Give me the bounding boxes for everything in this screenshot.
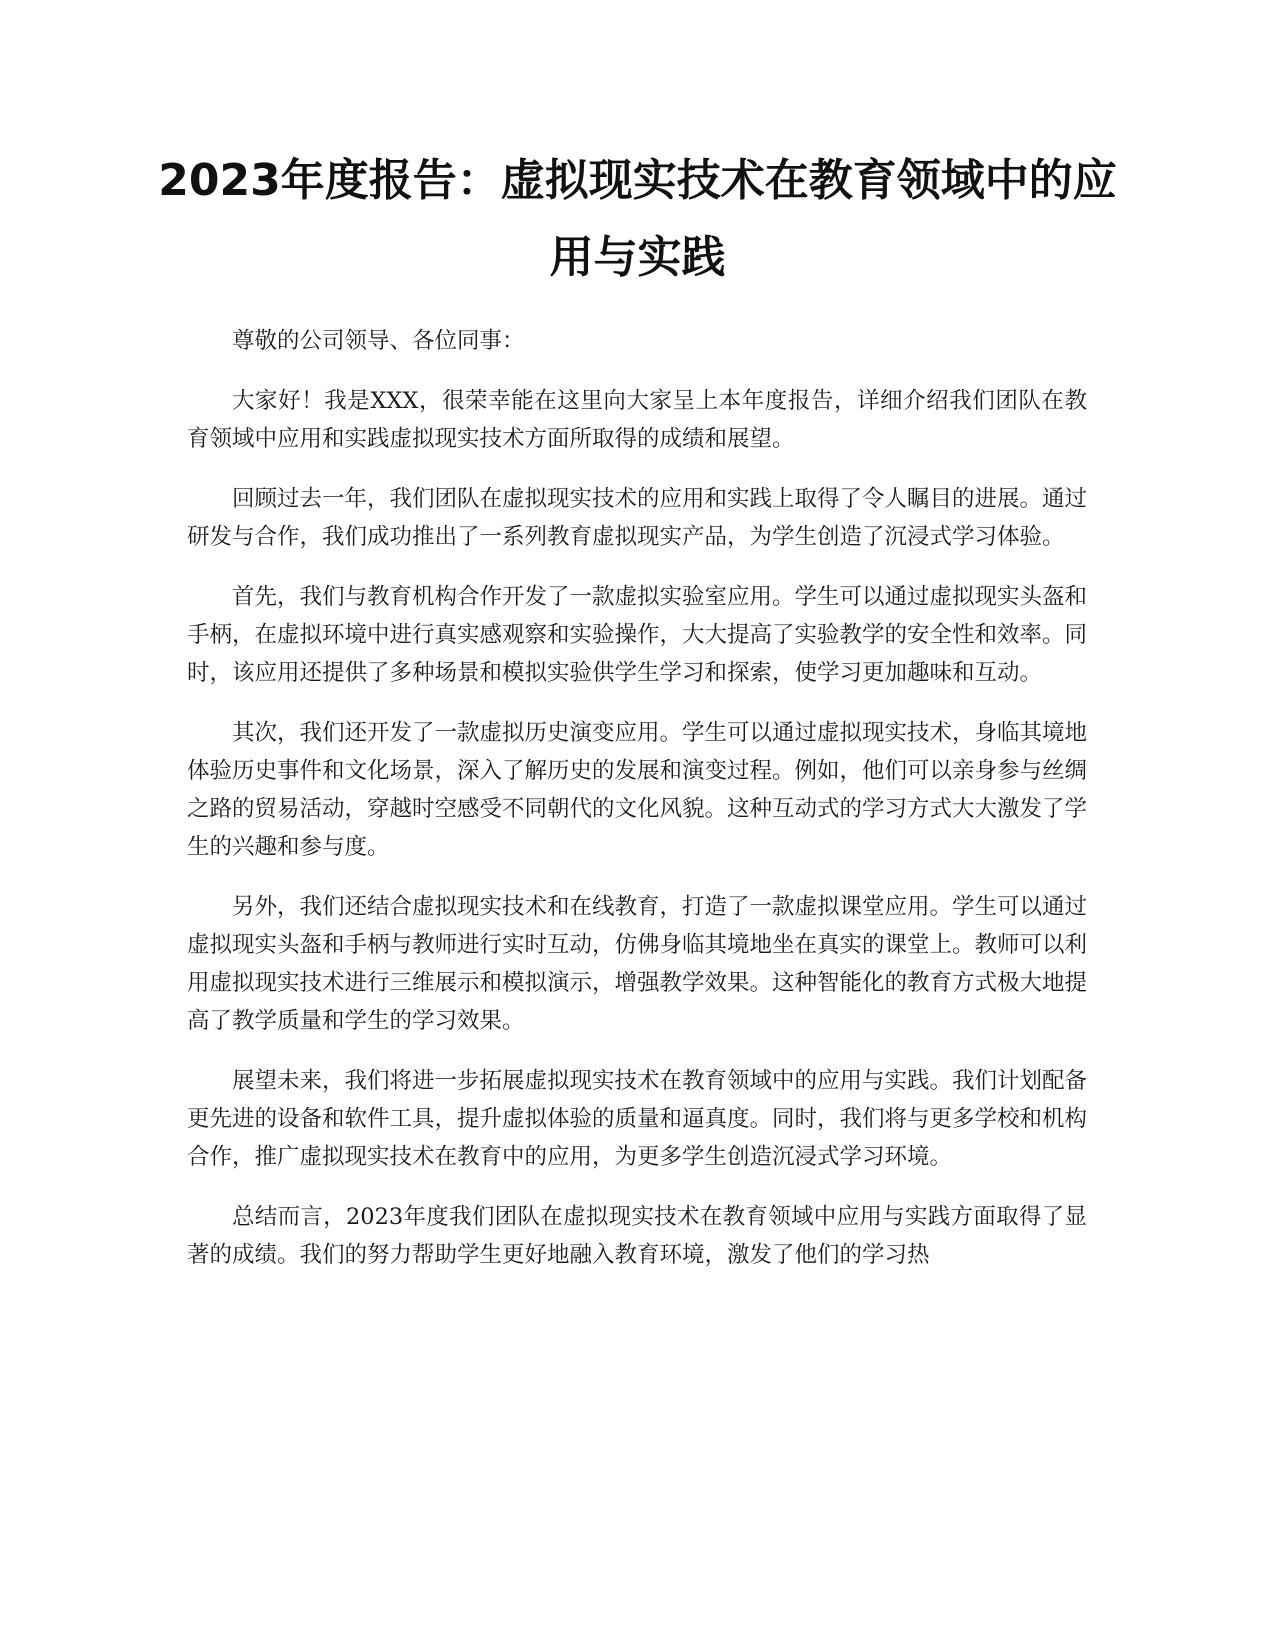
outlook-paragraph: 展望未来，我们将进一步拓展虚拟现实技术在教育领域中的应用与实践。我们计划配备更先进的设备和软件工具，提升虚拟体验的质量和逼真度。同时，我们将与更多学校和机构合作，推广虚拟现实技术在教育中的应用，为更多学生创造沉浸式学习环境。 — [187, 1068, 1088, 1170]
document-title: 2023年度报告：虚拟现实技术在教育领域中的应用与实践 — [158, 155, 1117, 283]
virtual-lab-paragraph: 首先，我们与教育机构合作开发了一款虚拟实验室应用。学生可以通过虚拟现实头盔和手柄，在虚拟环境中进行真实感观察和实验操作，大大提高了实验教学的安全性和效率。同时，该应用还提供了多种场景和模拟实验供学生学习和探索，使学习更加趣味和互动。 — [187, 584, 1088, 686]
intro-paragraph: 大家好！我是XXX，很荣幸能在这里向大家呈上本年度报告，详细介绍我们团队在教育领域中应用和实践虚拟现实技术方面所取得的成绩和展望。 — [187, 388, 1087, 452]
review-paragraph: 回顾过去一年，我们团队在虚拟现实技术的应用和实践上取得了令人瞩目的进展。通过研发与合作，我们成功推出了一系列教育虚拟现实产品，为学生创造了沉浸式学习体验。 — [187, 486, 1088, 550]
document-body — [187, 322, 1087, 1296]
virtual-classroom-paragraph: 另外，我们还结合虚拟现实技术和在线教育，打造了一款虚拟课堂应用。学生可以通过虚拟现实头盔和手柄与教师进行实时互动，仿佛身临其境地坐在真实的课堂上。教师可以利用虚拟现实技术进行三维展示和模拟演示，增强教学效果。这种智能化的教育方式极大地提高了教学质量和学生的学习效果。 — [187, 894, 1088, 1034]
summary-paragraph: 总结而言，2023年度我们团队在虚拟现实技术在教育领域中应用与实践方面取得了显著的成绩。我们的努力帮助学生更好地融入教育环境，激发了他们的学习热 — [187, 1204, 1087, 1268]
virtual-history-paragraph: 其次，我们还开发了一款虚拟历史演变应用。学生可以通过虚拟现实技术，身临其境地体验历史事件和文化场景，深入了解历史的发展和演变过程。例如，他们可以亲身参与丝绸之路的贸易活动，穿越时空感受不同朝代的文化风貌。这种互动式的学习方式大大激发了学生的兴趣和参与度。 — [187, 720, 1088, 860]
salutation-paragraph: 尊敬的公司领导、各位同事： — [232, 328, 525, 354]
